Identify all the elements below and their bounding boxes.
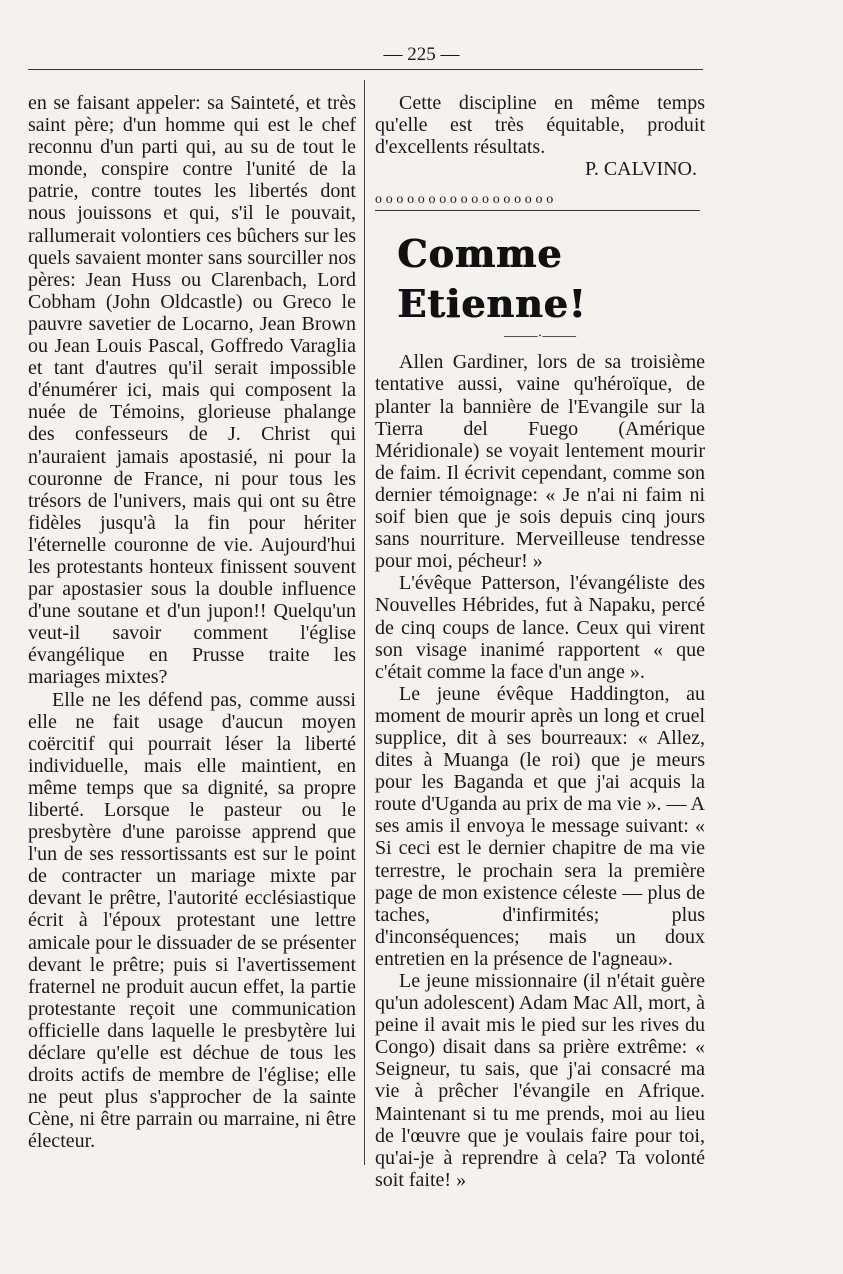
left-paragraph-2: Elle ne les défend pas, comme aussi elle ne fait usage d'aucun moyen coërcitif qui pourrait léser la liberté individuelle, mais elle maintient, en même temps que sa dignité, sa propre liberté. Lorsque le pasteur ou le presbytère d'une paroisse apprend que l'un de ses ressortissants est sur le point de contracter un mariage mixte par devant le prêtre, l'autorité ecclésiastique écrit à l'époux protestant une lettre amicale pour le dissuader de se présenter devant le prêtre; puis si l'avertissement fraternel ne produit aucun effet, la partie protestante reçoit une communication officielle dans laquelle le presbytère lui déclare qu'elle est déchue de tous les droits actifs de membre de l'église; elle ne peut plus s'approcher de la sainte Cène, ni être parrain ou marraine, ni être électeur. (28, 688, 356, 1153)
page-number: — 225 — (383, 44, 460, 65)
circle-separator: ooooooooooooooooo (375, 192, 557, 208)
signature: P. CALVINO. (584, 158, 697, 181)
right-paragraph-5: Le jeune missionnaire (il n'était guère qu'un adolescent) Adam Mac All, mort, à peine il avait mis le pied sur les rives du Congo) disait dans sa prière extrême: « Seigneur, tu sais, que j'ai consacré ma vie à prêcher l'évangile en Afrique. Maintenant si tu me prends, moi au lieu de l'œuvre que je voulais faire pour toi, qu'ai-je à reprendre à cela? Ta volonté soit faite! » (375, 970, 705, 1191)
left-paragraph-1: en se faisant appeler: sa Sainteté, et très saint père; d'un homme qui est le chef reconnu d'un parti qui, au su de tout le monde, conspire contre l'unité de la patrie, contre toutes les libertés dont nous jouissons et qui, s'il le pouvait, rallumerait volontiers ces bûchers sur les quels savaient monter sans sourciller nos pères: Jean Huss ou Clarenbach, Lord Cobham (John Oldcastle) ou Greco le pauvre savetier de Locarno, Jean Brown ou Jean Louis Pascal, Goffredo Varaglia et tant d'autres qu'il serait impossible d'énumérer ici, mais qui composent la nuée de Témoins, glorieuse phalange des confesseurs de J. Christ qui n'auraient jamais apostasié, ni pour la couronne de France, ni pour tous les trésors de l'univers, mais qui ont su être fidèles jusqu'à la fin pour hériter l'éternelle couronne de vie. Aujourd'hui les protestants honteux finissent souvent par apostasier sous la double influence d'une soutane et d'un jupon!! Quelqu'un veut-il savoir comment l'église évangélique en Prusse traite les mariages mixtes? (28, 92, 356, 689)
right-paragraph-3: L'évêque Patterson, l'évangéliste des Nouvelles Hébrides, fut à Napaku, percé de cinq coups de lance. Ceux qui virent son visage inanimé rapportent « que c'était comme la face d'un ange ». (375, 572, 705, 683)
separator-rule (375, 210, 700, 211)
right-paragraph-1: Cette discipline en même temps qu'elle est très équitable, produit d'excellents résultats. (375, 92, 705, 159)
right-paragraph-4: Le jeune évêque Haddington, au moment de mourir après un long et cruel supplice, dit à ses bourreaux: « Allez, dites à Muanga (le roi) que je meurs pour les Baganda et que j'ai acquis la route d'Uganda au prix de ma vie ». — A ses amis il envoya le message suivant: « Si ceci est le dernier chapitre de ma vie terrestre, le prochain sera la première page de mon existence céleste — plus de taches, d'infirmités; plus d'inconséquences; mais un doux entretien en la présence de l'agneau». (375, 682, 705, 970)
title-ornament: ⸻∙⸻ (503, 329, 577, 345)
column-divider (364, 80, 365, 1165)
article-title: Comme Etienne! (397, 231, 587, 327)
header-rule (28, 69, 703, 70)
left-column (28, 92, 356, 1153)
right-column (375, 92, 705, 1191)
right-paragraph-2: Allen Gardiner, lors de sa troisième tentative aussi, vaine qu'héroïque, de planter la bannière de l'Evangile sur la Tierra del Fuego (Amérique Méridionale) se voyait lentement mourir de faim. Il écrivit cependant, comme son dernier témoignage: « Je n'ai ni faim ni soif bien que je sois depuis cinq jours sans nourriture. Merveilleuse tendresse pour moi, pécheur! » (375, 351, 705, 573)
